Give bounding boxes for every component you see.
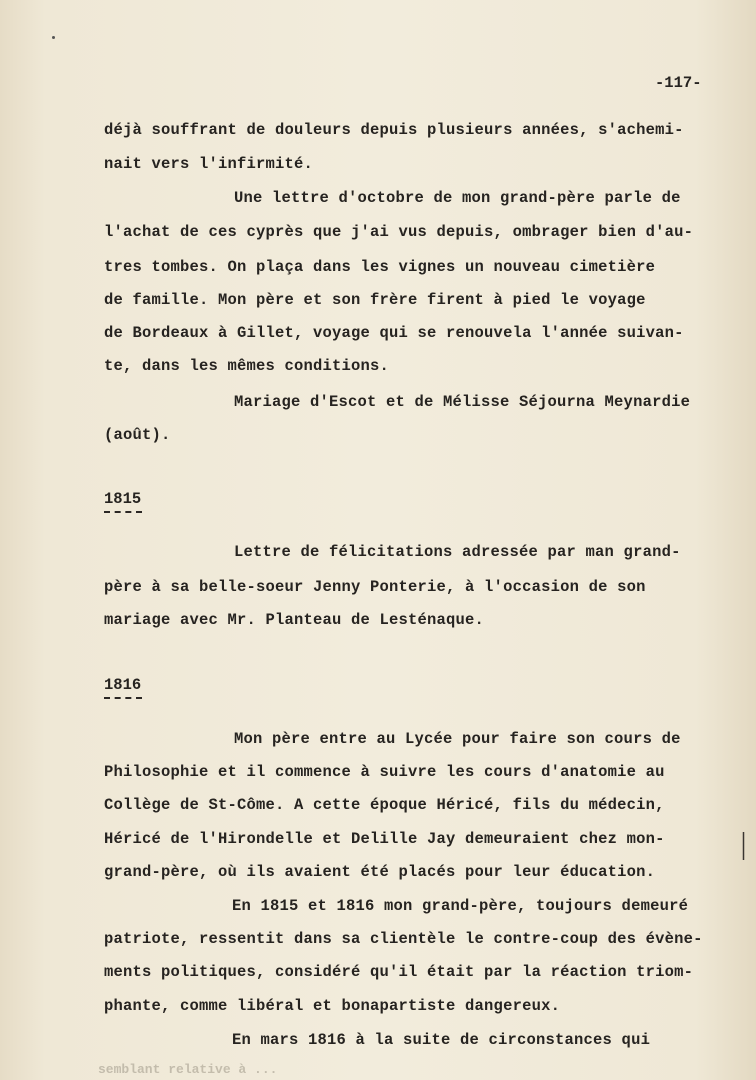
year-heading-1816 xyxy=(104,675,142,699)
text-line: Lettre de félicitations adressée par man grand- xyxy=(234,543,681,561)
text-line: grand-père, où ils avaient été placés pour leur éducation. xyxy=(104,863,656,881)
text-line: Mon père entre au Lycée pour faire son cours de xyxy=(234,730,681,748)
text-line: père à sa belle-soeur Jenny Ponterie, à l'occasion de son xyxy=(104,578,646,596)
text-line: nait vers l'infirmité. xyxy=(104,155,314,173)
text-line: te, dans les mêmes conditions. xyxy=(104,357,390,375)
page-number: -117- xyxy=(655,74,702,92)
text-line: de Bordeaux à Gillet, voyage qui se renouvela l'année suivan- xyxy=(104,324,684,342)
text-line: phante, comme libéral et bonapartiste dangereux. xyxy=(104,997,561,1015)
text-line: l'achat de ces cyprès que j'ai vus depuis, ombrager bien d'au- xyxy=(104,223,694,241)
text-line: Une lettre d'octobre de mon grand-père parle de xyxy=(234,189,681,207)
text-line: Collège de St-Côme. A cette époque Héricé, fils du médecin, xyxy=(104,796,665,814)
year-underline xyxy=(104,511,142,513)
text-line: patriote, ressentit dans sa clientèle le contre-coup des évène- xyxy=(104,930,703,948)
year-heading-1815 xyxy=(104,489,142,513)
text-line: de famille. Mon père et son frère firent à pied le voyage xyxy=(104,291,646,309)
text-line: (août). xyxy=(104,426,171,444)
text-line: Philosophie et il commence à suivre les cours d'anatomie au xyxy=(104,763,665,781)
text-line: En 1815 et 1816 mon grand-père, toujours demeuré xyxy=(232,897,689,915)
margin-pencil-mark xyxy=(742,832,745,860)
text-line: tres tombes. On plaça dans les vignes un nouveau cimetière xyxy=(104,258,656,276)
text-line: Mariage d'Escot et de Mélisse Séjourna Meynardie xyxy=(234,393,691,411)
year-label: 1815 xyxy=(104,490,142,508)
ink-dot xyxy=(52,36,55,39)
text-line: En mars 1816 à la suite de circonstances qui xyxy=(232,1031,651,1049)
year-underline xyxy=(104,697,142,699)
year-label: 1816 xyxy=(104,676,142,694)
text-line: ments politiques, considéré qu'il était par la réaction triom- xyxy=(104,963,694,981)
bleed-through-text: semblant relative à ... xyxy=(98,1062,278,1077)
text-line: mariage avec Mr. Planteau de Lesténaque. xyxy=(104,611,485,629)
text-line: déjà souffrant de douleurs depuis plusieurs années, s'achemi- xyxy=(104,121,684,139)
text-line: Héricé de l'Hirondelle et Delille Jay demeuraient chez mon- xyxy=(104,830,665,848)
